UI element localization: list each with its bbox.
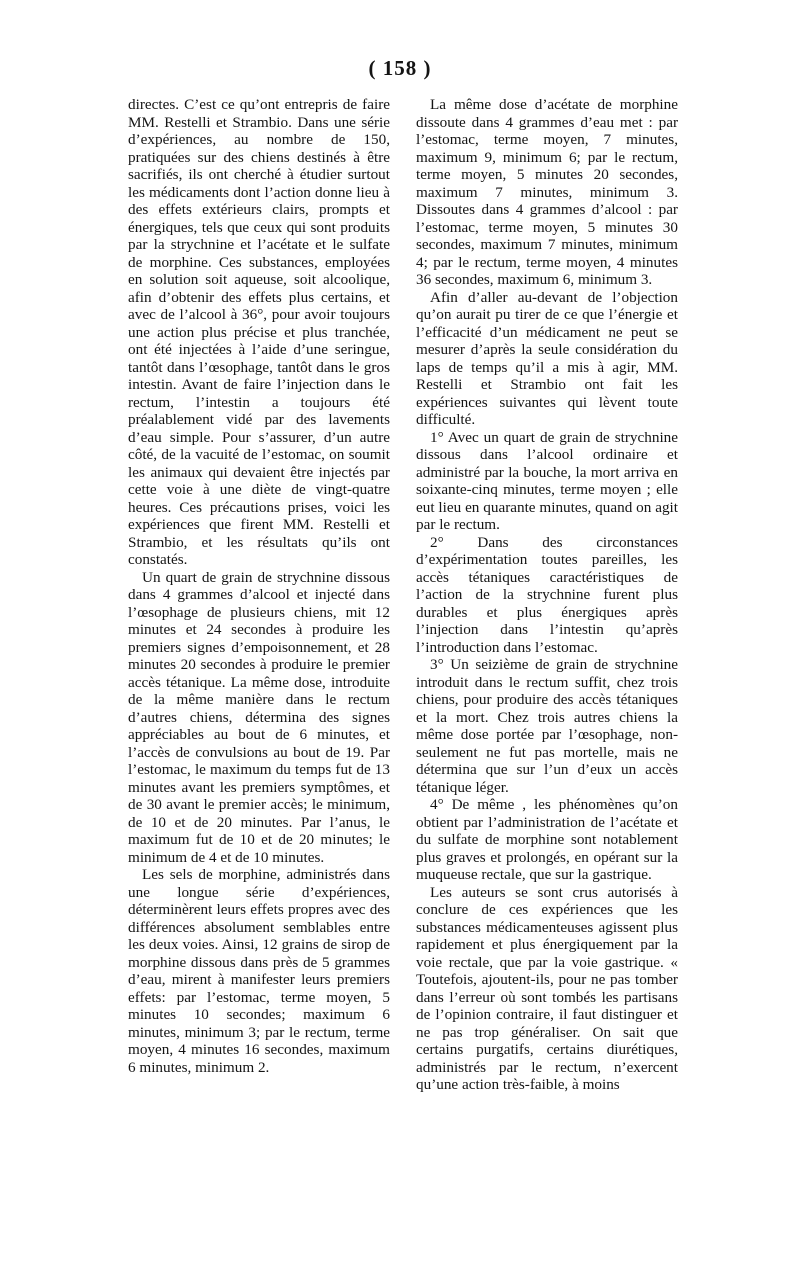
paragraph: 2° Dans des circonstances d’expérimentation toutes pareilles, les accès tétaniques caractéristiques de l’action de la strychnine furent plus durables et plus énergiques après l’injection dans l’intestin qu’après l’introduction dans l’estomac. [416,533,678,656]
paragraph: Les auteurs se sont crus autorisés à conclure de ces expériences que les substances médicamenteuses agissent plus rapidement et plus énergiquement par la voie rectale, que par la voie gastrique. « Toutefois, ajoutent-ils, pour ne pas tomber dans l’erreur où sont tombés les partisans de l’opinion contraire, il faut distinguer et ne pas trop généraliser. On sait que certains purgatifs, certains diurétiques, administrés par le rectum, n’exercent qu’une action très-faible, à moins [416,883,678,1093]
paragraph: Un quart de grain de strychnine dissous dans 4 grammes d’alcool et injecté dans l’œsophage de plusieurs chiens, mit 12 minutes et 24 secondes à produire les premiers signes d’empoisonnement, et 28 minutes 20 secondes à produire le premier accès tétanique. La même dose, introduite de la même manière dans le rectum d’autres chiens, détermina des signes appréciables au bout de 6 minutes, et l’accès de convulsions au bout de 19. Par l’estomac, le maximum du temps fut de 13 minutes avant les premiers symptômes, et de 30 avant le premier accès; le minimum, de 10 et de 20 minutes. Par l’anus, le maximum fut de 10 et de 20 minutes; le minimum de 4 et de 10 minutes. [128,568,390,866]
paragraph: La même dose d’acétate de morphine dissoute dans 4 grammes d’eau met : par l’estomac, terme moyen, 7 minutes, maximum 9, minimum 6; par le rectum, terme moyen, 5 minutes 20 secondes, maximum 7 minutes, minimum 3. Dissoutes dans 4 grammes d’alcool : par l’estomac, terme moyen, 5 minutes 30 secondes, maximum 7 minutes, minimum 4; par le rectum, terme moyen, 4 minutes 36 secondes, maximum 6, minimum 3. [416,96,678,288]
left-column [128,96,390,1076]
paragraph: directes. C’est ce qu’ont entrepris de faire MM. Restelli et Strambio. Dans une série d’expériences, au nombre de 150, pratiquées sur des chiens destinés à être sacrifiés, ils ont cherché à étudier surtout les médicaments dont l’action donne lieu à des effets extérieurs clairs, prompts et énergiques, tels que ceux qui sont produits par la strychnine et l’acétate et le sulfate de morphine. Ces substances, employées en solution soit aqueuse, soit alcoolique, afin d’obtenir des effets plus certains, et avec de l’alcool à 36°, pour avoir toujours une action plus précise et plus tranchée, ont été injectées à l’aide d’une seringue, tantôt dans l’œsophage, tantôt dans le gros intestin. Avant de faire l’injection dans le rectum, l’intestin a toujours été préalablement vidé par des lavements d’eau simple. Pour s’assurer, d’un autre côté, de la vacuité de l’estomac, on soumit les animaux qui devaient être injectés par cette voie à une diète de vingt-quatre heures. Ces précautions prises, voici les expériences que firent MM. Restelli et Strambio, et les résultats qu’ils ont constatés. [128,96,390,568]
paragraph: 4° De même , les phénomènes qu’on obtient par l’administration de l’acétate et du sulfate de morphine sont notablement plus graves et prolongés, en opérant sur la muqueuse rectale, que sur la gastrique. [416,796,678,883]
right-column [416,96,678,1094]
paragraph: Les sels de morphine, administrés dans une longue série d’expériences, déterminèrent leurs effets propres avec des différences absolument semblables entre les deux voies. Ainsi, 12 grains de sirop de morphine dissous dans près de 5 grammes d’eau, mirent à manifester leurs premiers effets: par l’estomac, terme moyen, 5 minutes 10 secondes; maximum 6 minutes, minimum 3; par le rectum, terme moyen, 4 minutes 16 secondes, maximum 6 minutes, minimum 2. [128,866,390,1076]
page-number: ( 158 ) [368,56,432,80]
paragraph: 3° Un seizième de grain de strychnine introduit dans le rectum suffit, chez trois chiens, pour produire des accès tétaniques et la mort. Chez trois autres chiens la même dose portée par l’œsophage, non-seulement ne fut pas mortelle, mais ne détermina que sur l’un d’eux un accès tétanique léger. [416,656,678,796]
paragraph: 1° Avec un quart de grain de strychnine dissous dans l’alcool ordinaire et administré par la bouche, la mort arriva en soixante-cinq minutes, terme moyen ; elle eut lieu en quarante minutes, quand on agit par le rectum. [416,428,678,533]
paragraph: Afin d’aller au-devant de l’objection qu’on aurait pu tirer de ce que l’énergie et l’efficacité d’un médicament ne peut se mesurer d’après la seule considération du laps de temps qu’il a mis à agir, MM. Restelli et Strambio ont fait les expériences suivantes qui lèvent toute difficulté. [416,288,678,428]
